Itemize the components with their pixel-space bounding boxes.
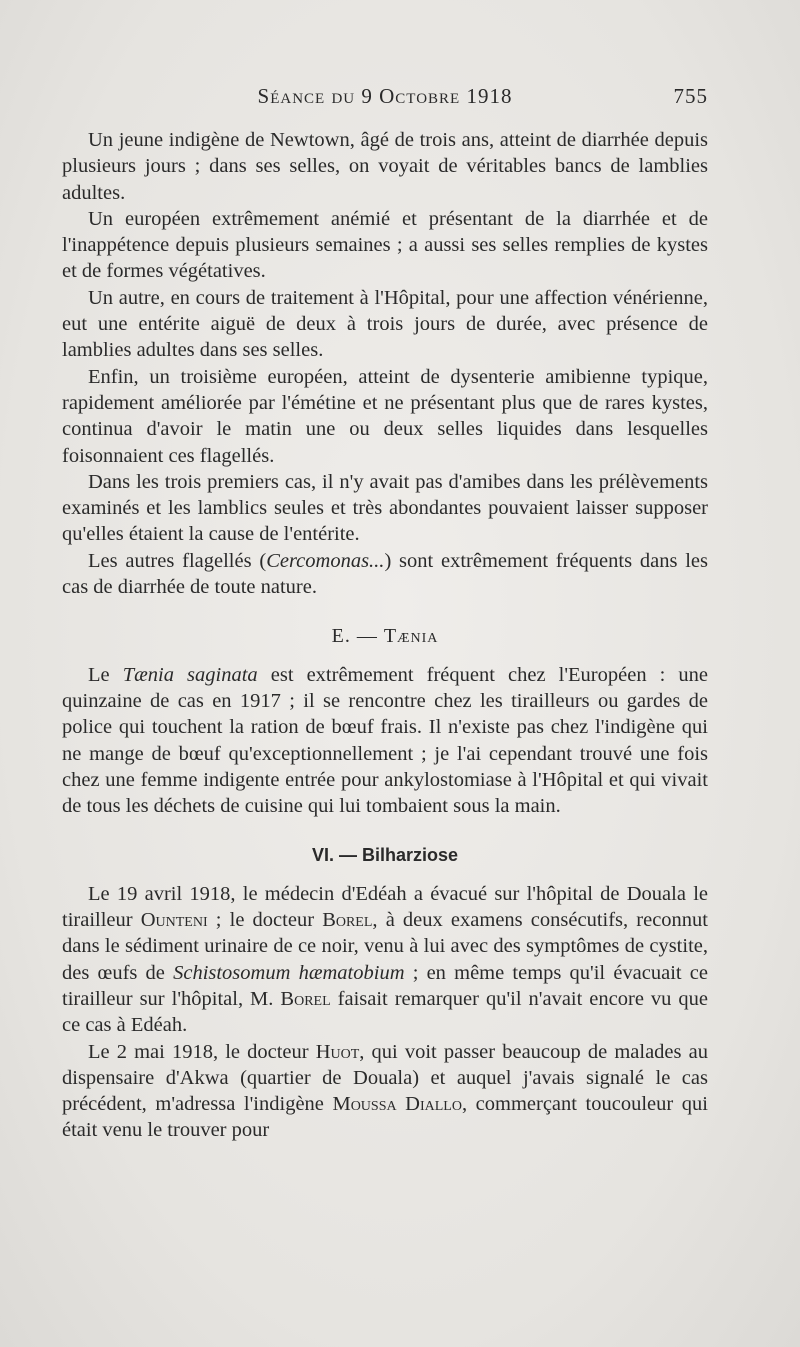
paragraph	[62, 662, 708, 820]
paragraph-text: , qui voit passer beaucoup de malades au dispensaire d'Akwa (quartier de Douala) et auquel j'avais signalé le cas précédent, m'adressa l'indigène	[62, 1040, 708, 1116]
person-name: Moussa Diallo	[332, 1093, 462, 1116]
person-name: Ounteni	[140, 909, 208, 932]
page-body	[62, 127, 708, 1144]
italic-term: Schistosomum hæmatobium	[173, 961, 405, 984]
paragraph-text: ) sont extrêmement fréquents dans les cas de diarrhée de toute nature.	[62, 549, 709, 599]
paragraph-text: faisait remarquer qu'il n'avait encore vu que ce cas à Edéah.	[62, 987, 709, 1037]
section-dash: —	[356, 625, 378, 648]
italic-term: Cercomonas...	[266, 549, 385, 572]
page-number: 755	[673, 84, 708, 108]
person-name: Huot	[315, 1040, 360, 1063]
paragraph-text: Les autres flagellés (	[88, 549, 267, 572]
paragraph: Un jeune indigène de Newtown, âgé de trois ans, atteint de diarrhée depuis plusieurs jours ; dans ses selles, on voyait de véritables bancs de lamblies adultes.	[62, 129, 708, 204]
section-heading-taenia	[62, 623, 708, 649]
paragraph: Enfin, un troisième européen, atteint de dysenterie amibienne typique, rapidement améliorée par l'émétine et ne présentant plus que de rares kystes, continua d'avoir le matin une ou deux selles liquides dans lesquelles foisonnaient ces flagellés.	[62, 365, 708, 467]
section-letter: E.	[331, 625, 351, 648]
paragraph: Un européen extrêmement anémié et présentant de la diarrhée et de l'inappétence depuis plusieurs semaines ; a aussi ses selles remplies de kystes et de formes végétatives.	[62, 207, 708, 283]
paragraph-text: , à deux examens consécutifs, reconnut dans le sédiment urinaire de ce noir, venu à lui avec des symptômes de cystite, des œufs de	[62, 909, 708, 984]
paragraph	[62, 548, 708, 601]
paragraph	[62, 1039, 708, 1144]
person-name: Borel	[322, 909, 373, 932]
paragraph-text: est extrêmement fréquent chez l'Européen : une quinzaine de cas en 1917 ; il se rencontre chez les tirailleurs ou gardes de police qui touchent la ration de bœuf frais. Il n'existe pas chez l'indigène qui ne mange de bœuf qu'exceptionnellement ; je l'ai cependant trouvé une fois chez une femme indigente entrée pour ankylostomiase à l'Hôpital et qui vivait de tous les déchets de cuisine qui lui tombaient sous la main.	[62, 663, 709, 818]
paragraph-text: Le 19 avril 1918, le médecin d'Edéah a évacué sur l'hôpital de Douala le tirailleur	[62, 882, 708, 932]
paragraph-text: , commerçant toucouleur qui était venu le trouver pour	[62, 1093, 708, 1142]
paragraph-text: Le	[88, 663, 123, 686]
section-title: Tænia	[383, 625, 439, 648]
paragraph-text: Le 2 mai 1918, le docteur	[88, 1040, 316, 1063]
paragraph-text: ; le docteur	[207, 909, 323, 932]
paragraph-text: ; en même temps qu'il évacuait ce tirailleur sur l'hôpital, M.	[62, 961, 708, 1010]
running-head: Séance du 9 Octobre 1918	[257, 84, 513, 108]
person-name: Borel	[280, 987, 331, 1010]
italic-term: Tænia saginata	[122, 663, 258, 686]
paragraph: Dans les trois premiers cas, il n'y avait pas d'amibes dans les prélèvements examinés et les lamblics seules et très abondantes pouvaient laisser supposer qu'elles étaient la cause de l'entérite.	[62, 470, 708, 546]
page-header	[62, 84, 708, 114]
section-heading-bilharziose: VI. — Bilharziose	[311, 845, 459, 866]
paragraph: Un autre, en cours de traitement à l'Hôpital, pour une affection vénérienne, eut une entérite aiguë de deux à trois jours de durée, avec présence de lamblies adultes dans ses selles.	[62, 286, 708, 362]
paragraph	[62, 881, 708, 1039]
